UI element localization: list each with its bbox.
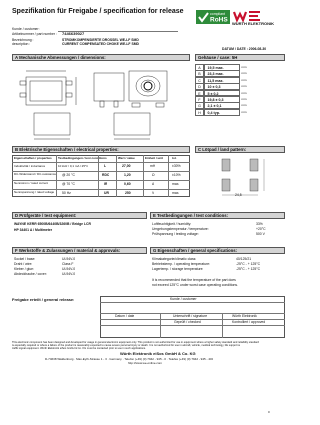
dim-value: 11,5 max. — [204, 77, 240, 84]
release-col-divider — [160, 313, 161, 338]
dim-key: D — [195, 83, 204, 90]
prop-inductance: Induktivität / inductance — [14, 164, 46, 168]
release-signature: Unterschrift / signature — [173, 314, 208, 318]
section-e-bar — [150, 212, 285, 219]
material-label: Draht / wire: — [14, 262, 33, 266]
release-label: Freigabe erteilt / general release: — [12, 298, 75, 302]
testvoltage-label: Prüfspannung / testing voltage: — [152, 232, 199, 236]
dim-key: C — [195, 77, 204, 84]
designation-de: STROMKOMPENSIERTE DROSSEL WE-LF SMD — [62, 38, 139, 42]
dim-unit: mm — [241, 71, 247, 76]
dim-value: 0,4 typ. — [204, 109, 240, 116]
case-label: Gehäuse / case: 5H — [198, 55, 238, 60]
cond-inductance: 10 kHz / 0,1 mA / 25°C — [58, 164, 89, 168]
release-we: Würth Elektronik — [232, 314, 257, 318]
release-approved: Kontrolliert / approved — [232, 320, 266, 324]
dim-key: H — [195, 109, 204, 116]
unit-voltage: V — [152, 191, 155, 195]
cond-resistance: @ 20 °C — [62, 173, 75, 177]
section-b-title: B Elektrische Eigenschaften / electrical properties: — [15, 147, 119, 152]
dimension-table — [195, 64, 272, 115]
dim-value: 5 ± 0,2 — [204, 90, 240, 97]
wurth-logo — [232, 10, 276, 22]
dim-unit: mm — [241, 65, 247, 69]
release-checked: Geprüft / checked — [174, 320, 201, 324]
row-divider — [12, 162, 190, 163]
dim-key: F — [195, 96, 204, 103]
partno-label: Artikelnummer / part number : — [12, 32, 57, 36]
col-divider — [56, 155, 57, 197]
description-label: description : — [12, 42, 31, 46]
section-e-title: E Testbedingungen / test conditions: — [153, 213, 229, 218]
section-g-title: G Eigenschaften / general specifications: — [153, 248, 238, 253]
customer-label: Kunde / customer : — [12, 27, 41, 31]
storage-temp-value: -25°C - + 125°C — [236, 267, 261, 271]
company-address: D-74638 Waldenburg · Max-Eyth-Strasse 1 - 3 · Germany · Telefon (+49) (0) 7942 - 945 - 0 · Telefax (+49) (0) 7942 - 945 - 400 — [45, 357, 214, 361]
sym-resistance: RDC — [102, 173, 110, 177]
col-value: Wert / value — [118, 156, 135, 160]
section-f-title: F Werkstoffe & Zulassungen / material & approvals: — [15, 248, 121, 253]
prop-resistance: DC-Widerstand / DC-resistance — [14, 172, 57, 176]
col-properties: Eigenschaften / properties — [14, 156, 52, 160]
prop-voltage: Nennspannung / rated voltage — [14, 190, 55, 194]
brand-name: WÜRTH ELEKTRONIK — [232, 22, 274, 26]
test-equip-2: HP 34401 A / Multimeter — [14, 228, 53, 232]
company-web: http://www.we-online.com — [128, 361, 163, 365]
prop-current: Nennstrom / rated current — [14, 181, 49, 185]
section-d-bar — [12, 212, 147, 219]
release-col-divider — [222, 313, 223, 338]
unit-inductance: mH — [150, 164, 156, 168]
col-unit: Einheit / unit — [145, 156, 163, 160]
value-voltage: 250 — [125, 191, 131, 195]
general-note-2: not exceed 125°C under worst case operating conditions. — [152, 283, 238, 287]
material-label: Kleber / glue: — [14, 267, 34, 271]
value-current: 0,60 — [124, 182, 131, 186]
temperature-label: Umgebungstemperatur / temperature: — [152, 227, 209, 231]
material-value: UL94V-0 — [62, 267, 76, 271]
unit-current: A — [152, 182, 155, 186]
material-label: Abdeckhaube / cover: — [14, 272, 47, 276]
sym-current: IR — [104, 182, 108, 186]
section-c-title: C Lötpad / land pattern: — [198, 147, 247, 152]
sym-inductance: L — [104, 164, 107, 168]
operating-temp-label: Betriebstemp. / operating temperature: — [152, 262, 211, 266]
tol-inductance: ±30% — [172, 164, 181, 168]
section-c-bar — [195, 146, 285, 153]
col-divider — [143, 155, 144, 197]
general-note-1: It is recommended that the temperature of the part does — [152, 278, 236, 282]
dim-unit: mm — [241, 103, 247, 108]
climatic-value: 40/125/21 — [236, 257, 252, 261]
page-title: Spezifikation für Freigabe / specification for release — [12, 8, 184, 15]
disclaimer-2: is especially required or where a failure of the product is reasonably expected to cause severe personal injury or death. It is not authorized for use in aircraft, vehicle, medical technology, life support or — [12, 344, 241, 347]
value-resistance: 1,20 — [124, 173, 131, 177]
company-name: Würth Elektronik eiSos GmbH & Co. KG — [120, 352, 196, 356]
section-a-bar — [12, 54, 190, 61]
svg-text:compliant: compliant — [210, 12, 225, 16]
section-f-bar — [12, 247, 147, 254]
dim-key: G — [195, 102, 204, 109]
land-dim: 24,5 — [235, 193, 242, 197]
temperature-value: +20°C — [256, 227, 266, 231]
climatic-label: Klimakategorie/climatic class: — [152, 257, 197, 261]
storage-temp-label: Lagertemp. / storage temperature: — [152, 267, 204, 271]
disclaimer-3: traffic signal equipment. Würth Elektronik eiSos GmbH & Co. KG must be contacted prior to use in such applications. — [12, 347, 146, 350]
release-divider — [100, 302, 285, 303]
tol-voltage: max. — [172, 191, 180, 195]
cond-current: @ 70 °C — [62, 182, 75, 186]
section-a-title: A Mechanische Abmessungen / dimensions: — [15, 55, 106, 60]
dim-value: 19,5 max. — [204, 64, 240, 71]
material-label: Sockel / base: — [14, 257, 36, 261]
section-d-title: D Prüfgeräte / test equipment: — [15, 213, 77, 218]
dim-value: 10 ± 0,3 — [204, 83, 240, 90]
dim-value: 19,8 ± 0,3 — [204, 96, 240, 103]
section-g-bar — [150, 247, 285, 254]
humidity-value: 33% — [256, 222, 263, 226]
disclaimer-1: This electronic component has been designed and developed for usage in general electronic equipment only. This product is not authorized for use in equipment where a higher safety standard and reliability standard — [12, 341, 259, 344]
col-divider — [116, 155, 117, 197]
value-inductance: 27,00 — [122, 164, 131, 168]
unit-resistance: Ω — [152, 173, 155, 177]
dim-value: 23,3 max. — [204, 70, 240, 77]
test-equip-1: WAYNE KERR 6500B/6440B/3260B / Bridge LCR — [14, 222, 91, 226]
dim-unit: mm — [241, 109, 247, 114]
svg-text:RoHS: RoHS — [210, 16, 228, 24]
material-value: UL94V-0 — [62, 257, 76, 261]
doc-number: 0 — [268, 410, 270, 414]
testvoltage-value: 500 V — [256, 232, 265, 236]
operating-temp-value: -25°C - + 125°C — [236, 262, 261, 266]
dim-key: E — [195, 90, 204, 97]
release-divider — [100, 325, 285, 326]
dim-unit: mm — [241, 90, 247, 95]
col-divider — [98, 155, 99, 197]
cond-voltage: 50 Hz — [62, 191, 71, 195]
tol-current: max. — [172, 182, 180, 186]
dim-key: A — [195, 64, 204, 71]
dim-value: 2,1 ± 0,1 — [204, 102, 240, 109]
col-divider — [168, 155, 169, 197]
sym-voltage: UR — [104, 191, 109, 195]
material-value: UL94V-0 — [62, 272, 76, 276]
material-value: Class F — [62, 262, 74, 266]
humidity-label: Luftfeuchtigkeit / humidity: — [152, 222, 192, 226]
case-bar — [195, 54, 285, 61]
mechanical-drawing — [14, 63, 192, 143]
col-conditions: Testbedingungen / test conditions — [58, 156, 107, 160]
tol-resistance: ±10% — [172, 173, 181, 177]
dim-unit: mm — [241, 84, 247, 89]
designation-en: CURRENT COMPENSATED CHOKE WE-LF SMD — [62, 42, 139, 46]
date-label: DATUM / DATE : 2006-08-30 — [222, 47, 267, 51]
dim-key: B — [195, 70, 204, 77]
release-customer: Kunde / customer — [170, 297, 197, 301]
dim-row — [195, 109, 272, 115]
dim-unit: mm — [241, 96, 247, 101]
rohs-logo — [196, 10, 230, 24]
land-pattern-drawing — [198, 155, 284, 200]
release-date: Datum / date — [115, 314, 135, 318]
designation-label: Bezeichnung : — [12, 38, 34, 42]
col-tol: tol. — [172, 156, 177, 160]
section-b-bar — [12, 146, 190, 153]
partno-value: 7446639027 — [62, 31, 85, 36]
dim-unit: mm — [241, 77, 247, 82]
